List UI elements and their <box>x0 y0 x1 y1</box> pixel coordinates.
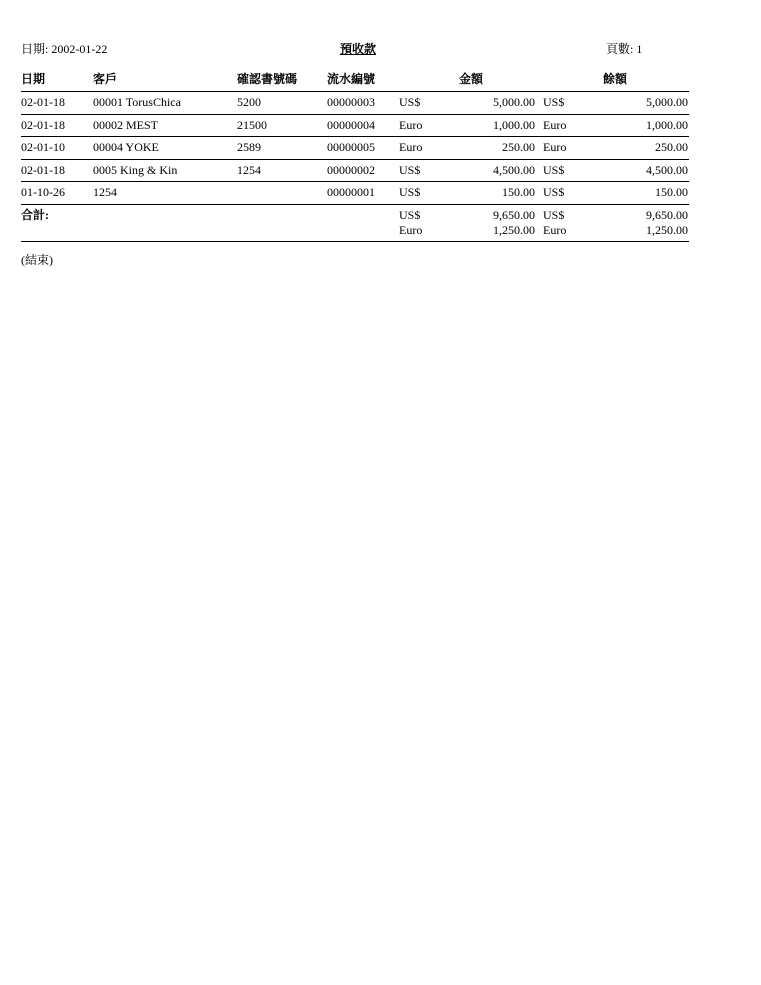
total-balance-currency: Euro <box>543 223 567 237</box>
cell-date: 02-01-18 <box>21 118 65 132</box>
cell-currency: US$ <box>399 185 421 199</box>
cell-balance: 250.00 <box>655 140 688 154</box>
cell-balance: 150.00 <box>655 185 688 199</box>
total-currency: Euro <box>399 223 423 237</box>
column-header-date: 日期 <box>21 72 46 86</box>
cell-currency: Euro <box>399 118 423 132</box>
cell-balance: 1,000.00 <box>646 118 688 132</box>
cell-customer: 00002 MEST <box>93 118 159 132</box>
column-header-balance: 餘額 <box>603 72 628 86</box>
cell-customer: 1254 <box>93 185 117 199</box>
cell-balance-currency: Euro <box>543 118 567 132</box>
cell-date: 02-01-18 <box>21 163 65 177</box>
total-balance-currency: US$ <box>543 208 565 222</box>
total-currency: US$ <box>399 208 421 222</box>
cell-currency: Euro <box>399 140 423 154</box>
row-divider <box>21 136 689 137</box>
column-header-customer: 客戶 <box>93 72 118 86</box>
cell-balance-currency: US$ <box>543 95 565 109</box>
cell-confirm-no: 5200 <box>237 95 261 109</box>
cell-customer: 00004 YOKE <box>93 140 159 154</box>
cell-amount: 4,500.00 <box>493 163 535 177</box>
totals-rule <box>21 204 689 205</box>
cell-serial-no: 00000003 <box>327 95 375 109</box>
cell-confirm-no: 2589 <box>237 140 261 154</box>
cell-currency: US$ <box>399 163 421 177</box>
cell-balance: 5,000.00 <box>646 95 688 109</box>
cell-serial-no: 00000005 <box>327 140 375 154</box>
page-number: 頁數: 1 <box>606 42 643 56</box>
cell-amount: 250.00 <box>502 140 535 154</box>
cell-date: 02-01-18 <box>21 95 65 109</box>
total-balance: 9,650.00 <box>646 208 688 222</box>
total-balance: 1,250.00 <box>646 223 688 237</box>
row-divider <box>21 159 689 160</box>
end-of-report-label: (結束) <box>21 253 53 267</box>
report-title: 預收款 <box>340 42 377 56</box>
report-date: 日期: 2002-01-22 <box>21 42 108 56</box>
cell-date: 01-10-26 <box>21 185 65 199</box>
cell-balance-currency: US$ <box>543 163 565 177</box>
cell-customer: 00001 TorusChica <box>93 95 181 109</box>
cell-serial-no: 00000004 <box>327 118 375 132</box>
cell-date: 02-01-10 <box>21 140 65 154</box>
bottom-rule <box>21 241 689 242</box>
row-divider <box>21 114 689 115</box>
header-rule <box>21 91 689 92</box>
column-header-serial-no: 流水編號 <box>327 72 376 86</box>
cell-amount: 1,000.00 <box>493 118 535 132</box>
cell-serial-no: 00000001 <box>327 185 375 199</box>
cell-confirm-no: 21500 <box>237 118 267 132</box>
cell-balance: 4,500.00 <box>646 163 688 177</box>
total-amount: 9,650.00 <box>493 208 535 222</box>
cell-currency: US$ <box>399 95 421 109</box>
row-divider <box>21 181 689 182</box>
cell-confirm-no: 1254 <box>237 163 261 177</box>
column-header-confirm-no: 確認書號碼 <box>237 72 298 86</box>
cell-balance-currency: Euro <box>543 140 567 154</box>
totals-label: 合計: <box>21 208 49 222</box>
total-amount: 1,250.00 <box>493 223 535 237</box>
cell-balance-currency: US$ <box>543 185 565 199</box>
cell-serial-no: 00000002 <box>327 163 375 177</box>
cell-customer: 0005 King & Kin <box>93 163 178 177</box>
column-header-amount: 金額 <box>459 72 484 86</box>
cell-amount: 5,000.00 <box>493 95 535 109</box>
cell-amount: 150.00 <box>502 185 535 199</box>
